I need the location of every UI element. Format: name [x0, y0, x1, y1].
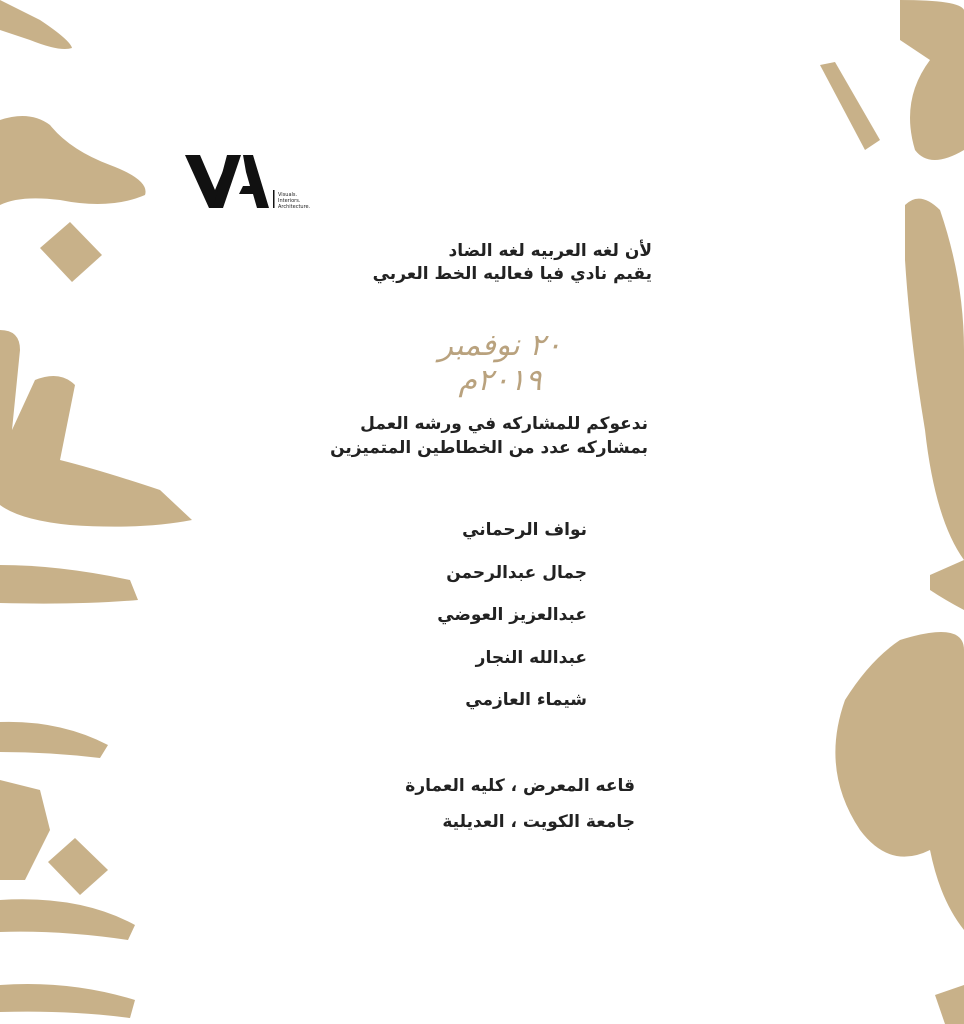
intro-line-2: يقيم نادي فيا فعاليه الخط العربي [372, 264, 652, 284]
event-date: ٢٠ نوفمبر ٢٠١٩م [438, 328, 562, 398]
venue-text [405, 768, 635, 840]
calligrapher-name: شيماء العازمي [465, 690, 587, 710]
calligrapher-name: جمال عبدالرحمن [446, 562, 587, 583]
calligrapher-name: نواف الرحماني [462, 520, 587, 540]
calligrapher-name: عبدالله النجار [475, 647, 587, 668]
intro-line-1: لأن لغه العربيه لغه الضاد [448, 241, 652, 261]
calligrapher-name: عبدالعزيز العوضي [437, 605, 587, 625]
venue-line-1: قاعه المعرض ، كليه العمارة [405, 776, 635, 796]
venue-line-2: جامعة الكويت ، العديلية [442, 812, 635, 832]
invite-line-2: بمشاركه عدد من الخطاطين المتميزين [330, 438, 648, 458]
logo-tagline-1: Visuals. [278, 192, 298, 198]
invitation-text [330, 412, 648, 460]
invite-line-1: ندعوكم للمشاركه في ورشه العمل [360, 414, 648, 434]
logo-tagline-3: Architecture. [278, 204, 311, 210]
logo-tagline-2: Interiors. [278, 198, 301, 204]
via-logo [183, 150, 323, 216]
intro-text [373, 240, 652, 286]
calligraphers-list [437, 515, 587, 728]
